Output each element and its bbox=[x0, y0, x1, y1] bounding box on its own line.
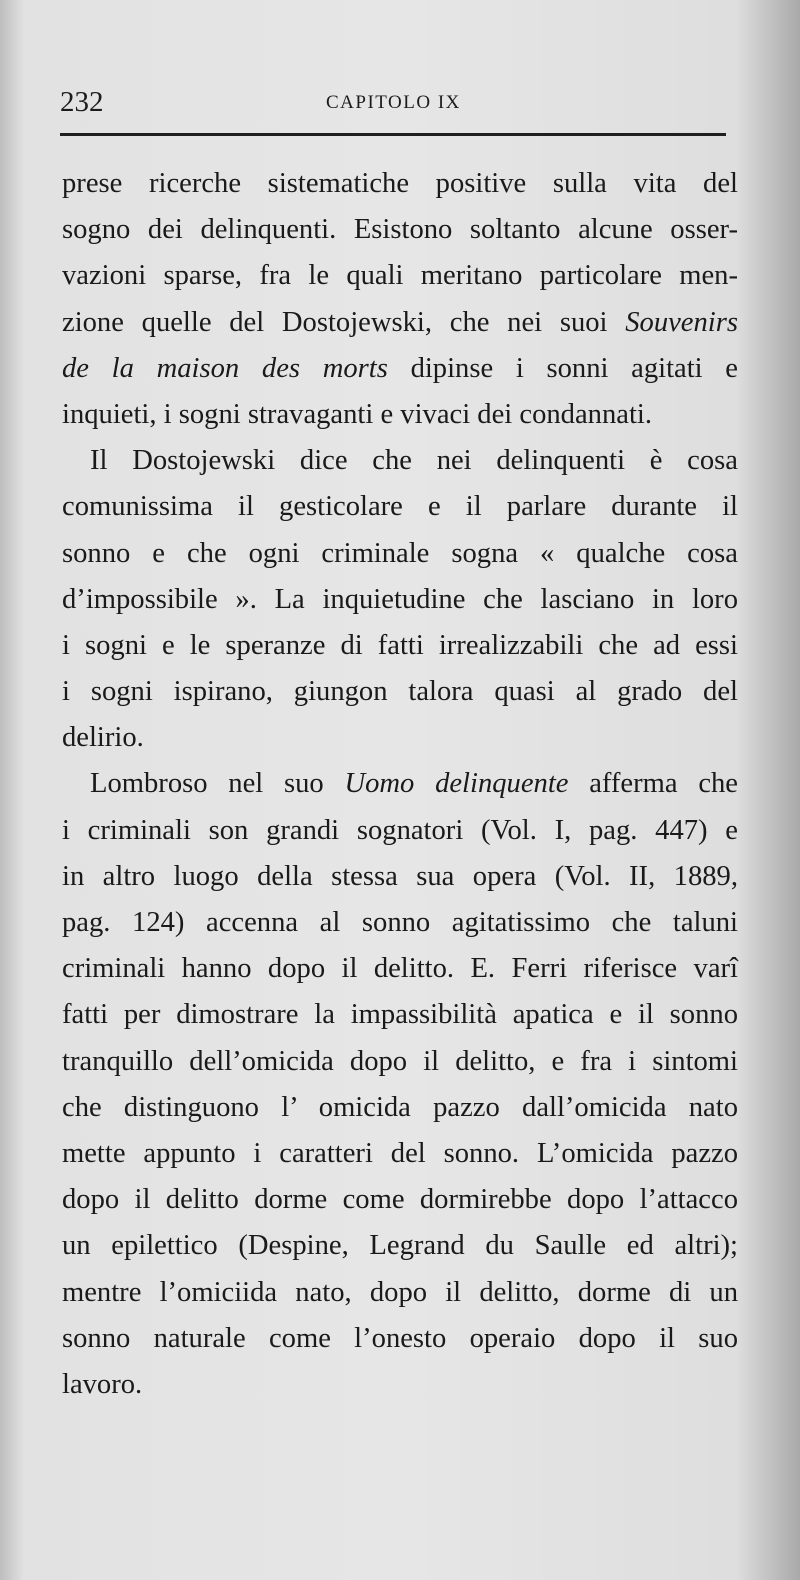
line-text: mentre l’omiciida nato, dopo il delitto, dorme di un bbox=[62, 1276, 738, 1308]
line-text: tranquillo dell’omicida dopo il delitto, e fra i sintomi bbox=[62, 1045, 738, 1077]
line-text: sonno e che ogni criminale sogna « qualche cosa bbox=[62, 537, 738, 569]
line-text: pag. 124) accenna al sonno agitatissimo che taluni bbox=[62, 907, 738, 938]
chapter-title: CAPITOLO IX bbox=[326, 92, 461, 113]
text-line bbox=[62, 1085, 738, 1131]
line-text: sogno dei delinquenti. Esistono soltanto alcune osser- bbox=[62, 214, 738, 246]
text-line bbox=[62, 161, 738, 207]
line-text: fatti per dimostrare la impassibilità apatica e il sonno bbox=[62, 999, 738, 1031]
italic-title: de la maison des morts bbox=[62, 352, 388, 384]
line-text: che distinguono l’ omicida pazzo dall’omicida nato bbox=[62, 1091, 738, 1123]
text-line bbox=[62, 808, 738, 854]
text-line bbox=[62, 346, 738, 392]
page-number: 232 bbox=[60, 86, 104, 118]
line-text: criminali hanno dopo il delitto. E. Ferri riferisce varî bbox=[62, 953, 738, 985]
text-line bbox=[62, 1270, 738, 1316]
text-line bbox=[62, 1223, 738, 1269]
text-line bbox=[62, 531, 738, 577]
line-text: in altro luogo della stessa sua opera (Vol. II, 1889, bbox=[62, 860, 738, 892]
text-line bbox=[62, 669, 738, 715]
line-text: Lombroso nel suo bbox=[90, 768, 345, 800]
text-line bbox=[62, 300, 738, 346]
text-line bbox=[62, 392, 738, 438]
text-line bbox=[62, 946, 738, 992]
line-text: comunissima il gesticolare e il parlare durante il bbox=[62, 491, 738, 523]
line-text: sonno naturale come l’onesto operaio dopo il suo bbox=[62, 1322, 738, 1354]
text-line bbox=[62, 900, 738, 946]
line-text: mette appunto i caratteri del sonno. L’omicida pazzo bbox=[62, 1137, 738, 1169]
text-line bbox=[62, 1362, 738, 1408]
text-line bbox=[62, 577, 738, 623]
line-text: afferma che bbox=[568, 768, 738, 800]
text-line bbox=[62, 1131, 738, 1177]
italic-title: Souvenirs bbox=[625, 306, 738, 338]
text-line bbox=[62, 854, 738, 900]
body-text bbox=[62, 161, 738, 1408]
text-line bbox=[62, 253, 738, 299]
text-line bbox=[62, 438, 738, 484]
line-text: lavoro. bbox=[62, 1368, 143, 1400]
line-text: dopo il delitto dorme come dormirebbe dopo l’attacco bbox=[62, 1184, 738, 1216]
line-text: delirio. bbox=[62, 722, 144, 754]
text-line bbox=[62, 623, 738, 669]
text-line bbox=[62, 761, 738, 807]
text-line bbox=[62, 715, 738, 761]
line-text: inquieti, i sogni stravaganti e vivaci dei condannati. bbox=[62, 398, 652, 430]
text-line bbox=[62, 1039, 738, 1085]
line-text: zione quelle del Dostojewski, che nei suoi bbox=[62, 306, 626, 338]
italic-title: Uomo delinquente bbox=[344, 768, 569, 800]
line-text: dipinse i sonni agitati e bbox=[387, 352, 738, 384]
header-rule bbox=[60, 133, 726, 136]
line-text: i sogni e le speranze di fatti irrealizzabili che ad essi bbox=[62, 629, 738, 661]
line-text: d’impossibile ». La inquietudine che lasciano in loro bbox=[62, 583, 738, 615]
line-text: i criminali son grandi sognatori (Vol. I, pag. 447) e bbox=[62, 814, 738, 846]
line-text: un epilettico (Despine, Legrand du Saulle ed altri); bbox=[62, 1230, 738, 1262]
text-line bbox=[62, 484, 738, 530]
line-text: prese ricerche sistematiche positive sulla vita del bbox=[62, 168, 738, 199]
text-line bbox=[62, 992, 738, 1038]
line-text: i sogni ispirano, giungon talora quasi al grado del bbox=[62, 676, 738, 708]
text-line bbox=[62, 1177, 738, 1223]
running-header bbox=[60, 86, 726, 126]
line-text: Il Dostojewski dice che nei delinquenti è cosa bbox=[90, 445, 738, 477]
text-line bbox=[62, 207, 738, 253]
line-text: vazioni sparse, fra le quali meritano particolare men- bbox=[62, 260, 738, 292]
text-line bbox=[62, 1316, 738, 1362]
